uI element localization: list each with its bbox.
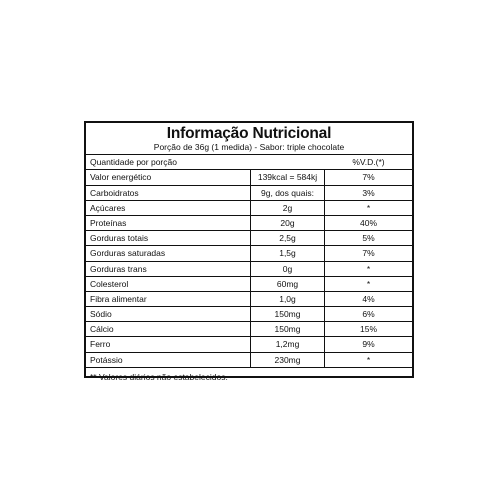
nutrient-quantity: 60mg (251, 277, 325, 291)
nutrient-quantity: 150mg (251, 307, 325, 321)
nutrient-daily-value: 3% (362, 187, 375, 198)
column-header-row (86, 155, 412, 170)
table-row (86, 292, 412, 307)
nutrient-name: Sódio (86, 307, 251, 321)
footnote: ** Valores diários não estabelecidos. (90, 371, 228, 382)
nutrient-name: Proteínas (86, 216, 251, 230)
table-title: Informação Nutricional (166, 125, 332, 142)
nutrient-quantity: 20g (251, 216, 325, 230)
nutrient-name: Gorduras totais (86, 231, 251, 245)
nutrient-name: Cálcio (86, 322, 251, 336)
table-row (86, 277, 412, 292)
nutrient-name: Gorduras trans (86, 262, 251, 276)
nutrient-name: Fibra alimentar (86, 292, 251, 306)
table-header (86, 123, 412, 155)
nutrient-daily-value: 9% (362, 339, 375, 350)
nutrient-name: Valor energético (86, 170, 251, 184)
nutrient-daily-value: 4% (362, 293, 375, 304)
table-row (86, 186, 412, 201)
table-row (86, 353, 412, 368)
nutrient-daily-value: 7% (362, 248, 375, 259)
daily-value-header: %V.D.(*) (352, 157, 385, 167)
nutrient-daily-value: * (366, 263, 371, 274)
nutrient-daily-value: 15% (359, 324, 377, 335)
nutrient-daily-value: 40% (359, 217, 377, 228)
table-row (86, 216, 412, 231)
table-row (86, 322, 412, 337)
table-row (86, 246, 412, 261)
nutrient-name: Açúcares (86, 201, 251, 215)
nutrient-quantity: 0g (251, 262, 325, 276)
nutrient-daily-value: * (366, 354, 371, 365)
nutrient-quantity: 150mg (251, 322, 325, 336)
nutrient-quantity: 2g (251, 201, 325, 215)
nutrient-daily-value: 6% (362, 309, 375, 320)
table-row (86, 337, 412, 352)
table-row (86, 262, 412, 277)
table-row (86, 231, 412, 246)
quantity-per-serving-label: Quantidade por porção (90, 157, 177, 167)
nutrient-name: Ferro (86, 337, 251, 351)
nutrient-daily-value: * (366, 278, 371, 289)
table-row (86, 307, 412, 322)
nutrient-name: Carboidratos (86, 186, 251, 200)
nutrient-quantity: 139kcal = 584kj (251, 170, 325, 184)
nutrient-quantity: 230mg (251, 353, 325, 367)
nutrient-name: Potássio (86, 353, 251, 367)
nutrient-daily-value: 5% (362, 233, 375, 244)
nutrient-name: Gorduras saturadas (86, 246, 251, 260)
nutrient-quantity: 1,5g (251, 246, 325, 260)
table-row (86, 201, 412, 216)
nutrition-facts-table (84, 121, 414, 382)
nutrient-quantity: 1,0g (251, 292, 325, 306)
nutrient-quantity: 1,2mg (251, 337, 325, 351)
nutrient-quantity: 9g, dos quais: (251, 186, 325, 200)
nutrient-daily-value: 7% (362, 172, 375, 183)
table-row (86, 170, 412, 185)
serving-size-subtitle: Porção de 36g (1 medida) - Sabor: triple chocolate (153, 142, 345, 152)
nutrient-name: Colesterol (86, 277, 251, 291)
nutrient-quantity: 2,5g (251, 231, 325, 245)
nutrient-daily-value: * (366, 202, 371, 213)
quantity-header-blank (251, 155, 325, 169)
